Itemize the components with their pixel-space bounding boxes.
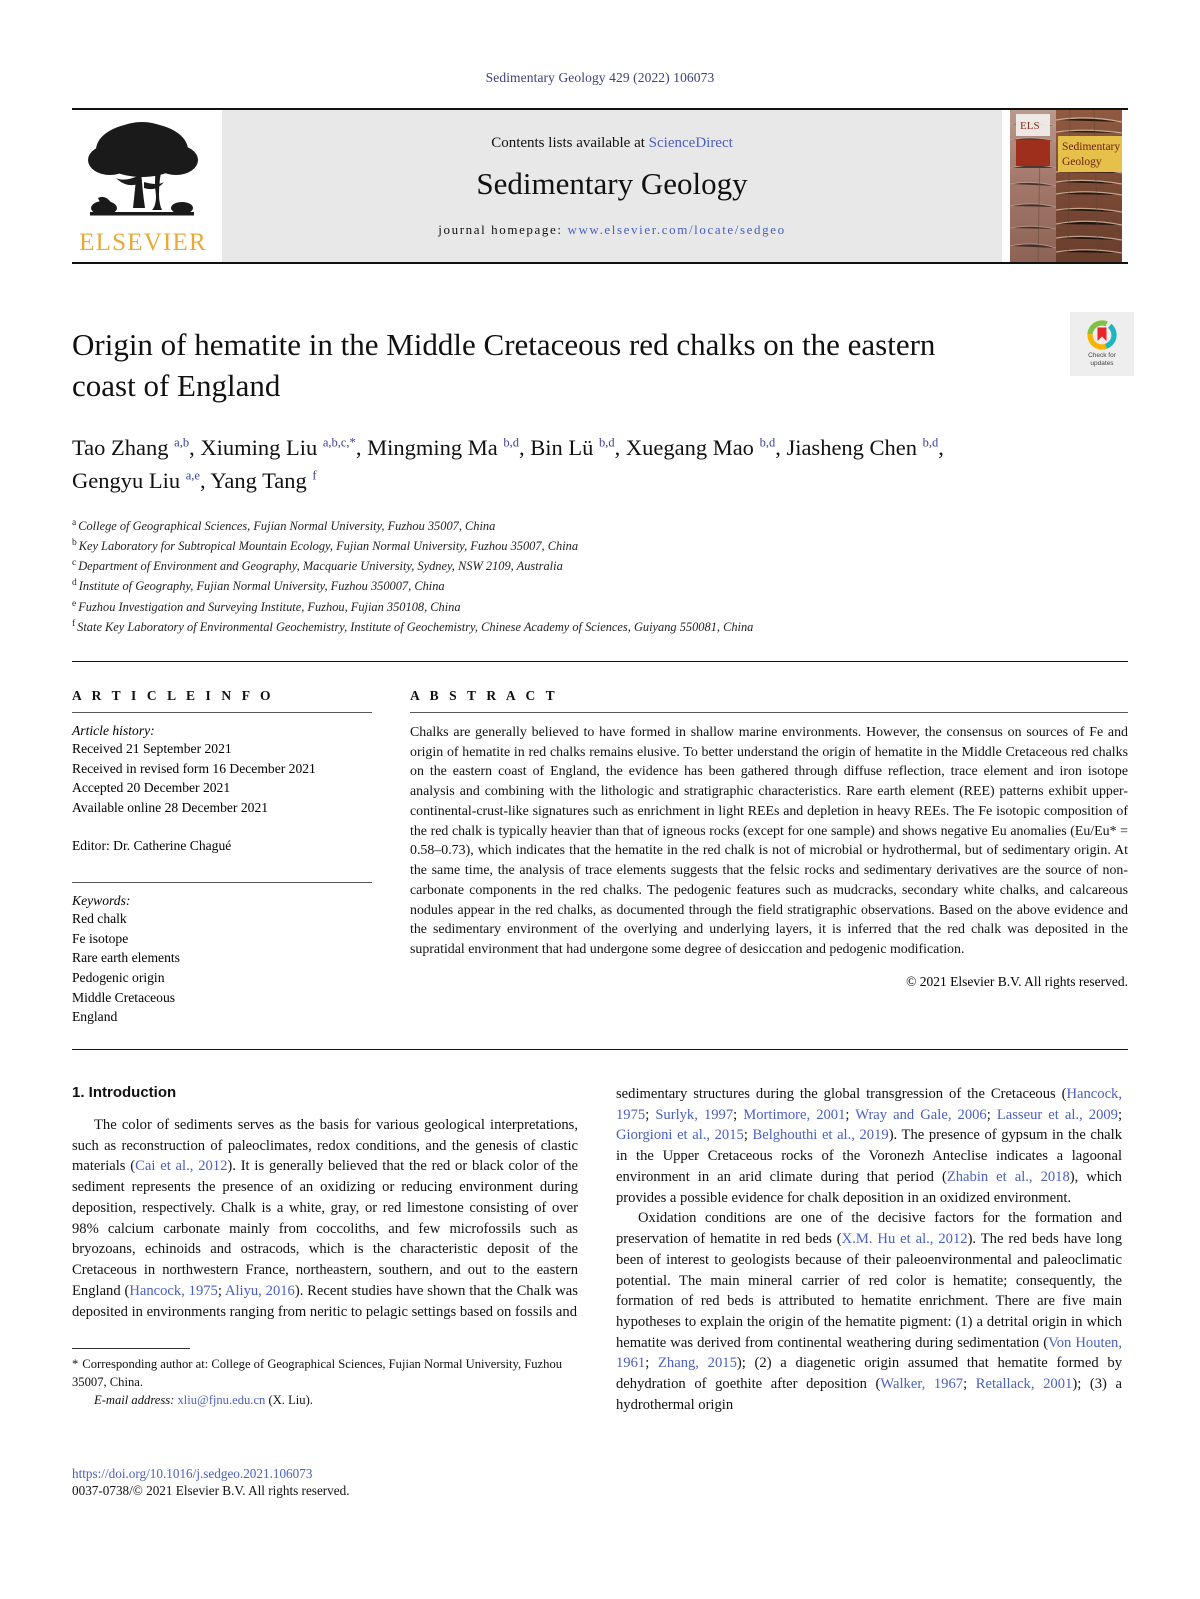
intro-paragraph-right-2: Oxidation conditions are one of the decisive factors for the formation and preservation of hematite in red beds (X.M. Hu et al., 2012). The red beds have long been of interest to geologists because of their paleoenvironmental and paleoclimatic potential. The main mineral carrier of red color is hematite; consequently, the formation of red beds is attributed to hematite enrichment. There are five main hypotheses to explain the origin of the hematite pigment: (1) a detrital origin in which hematite was derived from continental weathering during sedimentation (Von Houten, 1961; Zhang, 2015); (2) a diagenetic origin assumed that hematite formed by dehydration of goethite after deposition (Walker, 1967; Retallack, 2001); (3) a hydrothermal origin bbox=[616, 1210, 1122, 1413]
article-history-lines bbox=[72, 739, 372, 818]
article-info-heading: A R T I C L E I N F O bbox=[72, 688, 275, 703]
contents-available-line bbox=[491, 135, 733, 152]
contents-prefix: Contents lists available at bbox=[491, 135, 649, 151]
issn-copyright: 0037-0738/© 2021 Elsevier B.V. All rights reserved. bbox=[72, 1483, 350, 1498]
homepage-url-link[interactable]: www.elsevier.com/locate/sedgeo bbox=[567, 222, 786, 237]
keyword-1: Fe isotope bbox=[72, 930, 129, 946]
sciencedirect-link[interactable]: ScienceDirect bbox=[648, 135, 733, 151]
elsevier-wordmark: ELSEVIER bbox=[79, 229, 207, 256]
affiliation-a: $^a$ College of Geographical Sciences, Fujian Normal University, Fuzhou 35007, China bbox=[72, 517, 496, 533]
email-suffix: (X. Liu). bbox=[268, 1392, 313, 1407]
email-link[interactable]: xliu@fjnu.edu.cn bbox=[177, 1392, 266, 1407]
author-list: Tao Zhang $^{a,b}$, Xiuming Liu $^{a,b,c,*}$, Mingming Ma $^{b,d}$, Bin Lü $^{b,d}$, Xuegang Mao $^{b,d}$, Jiasheng Chen $^{b,d}$, Gengyu Liu $^{a,e}$, Yang Tang $^f$ bbox=[72, 435, 944, 494]
keyword-5: England bbox=[72, 1009, 118, 1025]
cover-title-line1: Sedimentary bbox=[1062, 141, 1121, 153]
email-note bbox=[72, 1392, 578, 1410]
history-line-0: Received 21 September 2021 bbox=[72, 741, 232, 756]
keyword-3: Pedogenic origin bbox=[72, 969, 165, 985]
affiliation-f: $^f$ State Key Laboratory of Environmental Geochemistry, Institute of Geochemistry, Chinese Academy of Sciences, Guiyang 550081, China bbox=[72, 618, 754, 634]
title-section-divider bbox=[72, 661, 1128, 662]
affiliation-list bbox=[72, 516, 1128, 637]
journal-title: Sedimentary Geology bbox=[476, 166, 748, 201]
journal-masthead bbox=[72, 108, 1128, 264]
affiliation-c: $^c$ Department of Environment and Geography, Macquarie University, Sydney, NSW 2109, Australia bbox=[72, 558, 563, 574]
keywords-rule bbox=[72, 882, 372, 883]
cover-title-line2: Geology bbox=[1062, 156, 1102, 168]
footnote-star: * bbox=[72, 1357, 79, 1372]
crossmark-label bbox=[1088, 352, 1116, 368]
affiliation-b: $^b$ Key Laboratory for Subtropical Mountain Ecology, Fujian Normal University, Fuzhou 35007, China bbox=[72, 537, 579, 554]
keywords-list bbox=[72, 909, 372, 1027]
elsevier-tree-icon bbox=[82, 116, 204, 228]
crossmark-line1: Check for bbox=[1088, 351, 1116, 359]
abstract-column bbox=[410, 688, 1128, 1027]
corresponding-author-text: Corresponding author at: College of Geographical Sciences, Fujian Normal University, Fuzhou 35007, China. bbox=[72, 1357, 563, 1390]
abstract-rule bbox=[410, 712, 1128, 713]
affiliation-e: $^e$ Fuzhou Investigation and Surveying Institute, Fuzhou, Fujian 350108, China bbox=[72, 598, 461, 614]
article-info-rule bbox=[72, 712, 372, 713]
crossmark-badge[interactable] bbox=[1070, 312, 1134, 376]
keywords-label: Keywords: bbox=[72, 892, 131, 908]
cover-artwork bbox=[1010, 110, 1122, 262]
body-columns bbox=[72, 1084, 1128, 1416]
body-left-column bbox=[72, 1084, 578, 1416]
history-line-2: Accepted 20 December 2021 bbox=[72, 780, 231, 796]
svg-text:ELS: ELS bbox=[1020, 120, 1040, 132]
history-line-3: Available online 28 December 2021 bbox=[72, 800, 269, 816]
article-history-label: Article history: bbox=[72, 723, 155, 738]
info-abstract-region bbox=[72, 688, 1128, 1027]
page-title: Origin of hematite in the Middle Cretaceous red chalks on the eastern coast of England bbox=[72, 327, 936, 404]
intro-paragraph-right-1: sedimentary structures during the global transgression of the Cretaceous (Hancock, 1975; Surlyk, 1997; Mortimore, 2001; Wray and Gale, 2006; Lasseur et al., 2009; Giorgioni et al., 2015; Belghouthi et al., 2019). The presence of gypsum in the chalk in the Upper Cretaceous rocks of the Voronezh Anteclise indicates a lagoonal environment in an arid climate during that period (Zhabin et al., 2018), which provides a possible evidence for chalk deposition in an oxidized environment. bbox=[616, 1086, 1123, 1206]
footnote-area bbox=[72, 1348, 578, 1410]
masthead-center-band bbox=[222, 110, 1002, 262]
abstract-heading: A B S T R A C T bbox=[410, 688, 559, 703]
intro-paragraph-left-1: The color of sediments serves as the basis for various geological interpretations, such as reconstruction of paleoclimates, redox conditions, and the genesis of clastic materials (Cai et al., 2012). It is generally believed that the red or black color of the sediment represents the presence of an oxidizing or reducing environment during deposition, respectively. Chalk is a white, gray, or red limestone consisting of over 98% calcium carbonate mainly from coccoliths, and few microfossils such as bryozoans, echinoids and ostracods, which is the characteristic deposit of the Cretaceous in northwestern France, northeastern, southern, and out to the eastern England (Hancock, 1975; Aliyu, 2016). Recent studies have shown that the Chalk was deposited in environments ranging from neritic to pelagic settings based on fossils and bbox=[72, 1117, 578, 1320]
journal-homepage-line bbox=[438, 222, 785, 238]
crossmark-line2: updates bbox=[1090, 360, 1114, 367]
title-block bbox=[72, 324, 1128, 637]
elsevier-logo bbox=[72, 110, 214, 262]
footnote-rule bbox=[72, 1348, 190, 1349]
body-right-column bbox=[616, 1084, 1122, 1416]
section-heading-introduction: 1. Introduction bbox=[72, 1084, 177, 1102]
article-info-column bbox=[72, 688, 372, 1027]
cover-strata-illustration bbox=[1010, 110, 1122, 262]
email-label: E-mail address: bbox=[94, 1392, 175, 1407]
abstract-copyright: © 2021 Elsevier B.V. All rights reserved. bbox=[906, 973, 1128, 989]
affiliation-d: $^d$ Institute of Geography, Fujian Normal University, Fuzhou 350007, China bbox=[72, 578, 445, 594]
running-head: Sedimentary Geology 429 (2022) 106073 bbox=[485, 70, 715, 85]
corresponding-author-note bbox=[72, 1356, 578, 1392]
crossmark-icon bbox=[1087, 320, 1117, 350]
doi-link[interactable]: https://doi.org/10.1016/j.sedgeo.2021.106073 bbox=[72, 1466, 313, 1481]
journal-cover-thumbnail bbox=[1010, 110, 1128, 262]
keyword-2: Rare earth elements bbox=[72, 950, 180, 966]
editor-line: Editor: Dr. Catherine Chagué bbox=[72, 837, 232, 853]
keyword-0: Red chalk bbox=[72, 910, 127, 926]
masthead-bottom-rule bbox=[72, 262, 1128, 264]
page-footer bbox=[72, 1466, 350, 1499]
keyword-4: Middle Cretaceous bbox=[72, 989, 176, 1005]
keywords-block bbox=[72, 882, 372, 1027]
abstract-section-divider bbox=[72, 1049, 1128, 1050]
homepage-prefix: journal homepage: bbox=[438, 222, 568, 237]
history-line-1: Received in revised form 16 December 2021 bbox=[72, 760, 316, 776]
abstract-text: Chalks are generally believed to have formed in shallow marine environments. However, the consensus on sources of Fe and origin of hematite in red chalks remains elusive. To better understand the origin of hematite in the Middle Cretaceous red chalks on the eastern coast of England, the evidence has been gathered through diffuse reflection, trace element and iron isotope analysis and combining with the lithologic and stratigraphic characteristics. Rare earth element (REE) patterns exhibit upper-continental-crust-like signatures such as enrichment in light REEs and depletion in heavy REEs. The Fe isotopic composition of the red chalk is typically heavier than that of igneous rocks (except for one sample) and shows negative Eu anomalies (Eu/Eu* = 0.58–0.73), which indicates that the hematite in the red chalk is not of microbial or hydrothermal, but of sedimentary origin. At the same time, the analysis of trace elements suggests that the felsic rocks and sedimentary derivatives are the source of non-carbonate components in the red chalks. The pedogenic features such as mudcracks, secondary white chalks, and calcareous nodules appear in the red chalks, as documented through the field stratigraphic observations. Based on the above evidence and the sedimentary environment of the overlying and underlying layers, it is inferred that the red chalk was deposited in the supratidal environment that had undergone some degree of desiccation and pedogenic modification. bbox=[410, 725, 1128, 958]
